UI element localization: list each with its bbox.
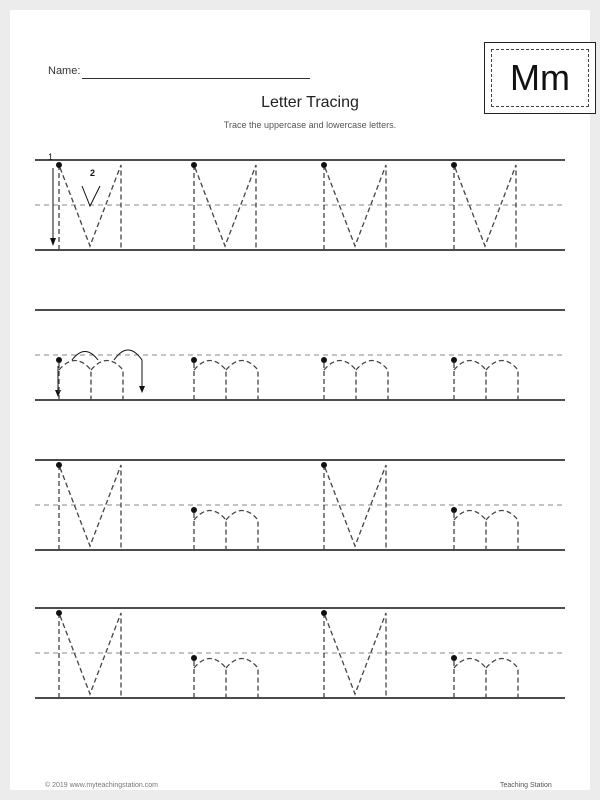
stroke-order-arrows-uppercase (48, 152, 100, 246)
name-label: Name: (48, 65, 81, 77)
trace-letter-uppercase-m (321, 610, 386, 698)
trace-letter-lowercase-m (191, 507, 258, 550)
trace-letter-uppercase-m (56, 610, 121, 698)
brand-text: Teaching Station (500, 782, 552, 789)
stroke-label-2: 2 (90, 168, 96, 178)
trace-letter-lowercase-m (451, 357, 518, 400)
stroke-label-1: 1 (48, 152, 54, 162)
trace-letter-uppercase-m (321, 162, 386, 250)
trace-letter-uppercase-m (451, 162, 516, 250)
worksheet-page (10, 10, 590, 790)
worksheet-title: Letter Tracing (261, 94, 359, 111)
trace-letter-lowercase-m (451, 507, 518, 550)
copyright-text: © 2019 www.myteachingstation.com (45, 782, 158, 789)
trace-letter-lowercase-m (191, 655, 258, 698)
tracing-letters (56, 162, 518, 698)
worksheet-instructions: Trace the uppercase and lowercase letters. (223, 120, 397, 130)
trace-letter-uppercase-m (56, 462, 121, 550)
trace-letter-lowercase-m (451, 655, 518, 698)
stroke-order-arrows-lowercase (55, 350, 145, 397)
practice-row-1-lines (35, 160, 565, 250)
practice-row-3-lines (35, 460, 565, 550)
trace-letter-uppercase-m (56, 162, 121, 250)
letter-badge-text: Mm (510, 57, 570, 98)
tracing-area (10, 10, 590, 790)
practice-row-2-lines (35, 310, 565, 400)
trace-letter-lowercase-m (56, 357, 123, 400)
trace-letter-uppercase-m (191, 162, 256, 250)
trace-letter-lowercase-m (321, 357, 388, 400)
trace-letter-uppercase-m (321, 462, 386, 550)
trace-letter-lowercase-m (191, 357, 258, 400)
practice-row-4-lines (35, 608, 565, 698)
